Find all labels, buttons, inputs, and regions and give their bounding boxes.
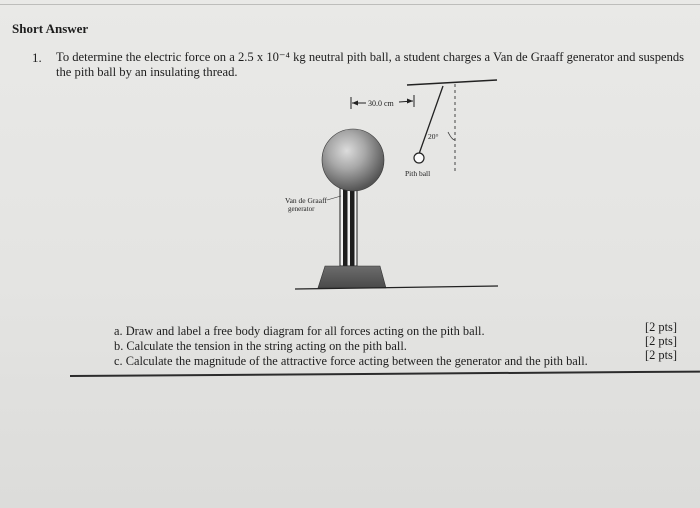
question-number: 1. <box>32 50 42 65</box>
angle-arc <box>448 132 455 140</box>
part-a-points: [2 pts] <box>645 320 678 334</box>
distance-arrow-left <box>352 101 358 106</box>
generator-sphere <box>322 129 384 191</box>
support-beam <box>407 80 497 85</box>
part-a-label: a. <box>114 324 123 338</box>
pith-ball <box>414 153 424 163</box>
part-c <box>114 354 588 369</box>
generator-column-belt-left <box>343 186 348 266</box>
part-b-points: [2 pts] <box>645 334 678 348</box>
part-c-label: c. <box>114 354 123 368</box>
generator-base <box>318 266 386 288</box>
generator-label-leader <box>327 196 341 200</box>
angle-label: 20° <box>428 132 439 141</box>
part-a <box>114 324 588 339</box>
generator-label-line-2: generator <box>288 205 315 213</box>
part-a-text: Draw and label a free body diagram for all forces acting on the pith ball. <box>125 324 485 338</box>
question-line-1: To determine the electric force on a 2.5 x 10⁻⁴ kg neutral pith ball, a student charges a Van de Graaff generator and suspends <box>56 50 685 64</box>
points-column <box>645 320 677 362</box>
generator-label-line-1: Van de Graaff <box>285 196 327 205</box>
question-parts <box>114 324 588 369</box>
distance-label: 30.0 cm <box>368 99 394 108</box>
generator-column-belt-right <box>350 186 355 266</box>
part-c-text: Calculate the magnitude of the attractive force acting between the generator and the pith ball. <box>125 354 588 368</box>
question-line-2: the pith ball by an insulating thread. <box>56 65 238 79</box>
pith-ball-label: Pith ball <box>405 169 431 178</box>
part-b <box>114 339 588 354</box>
insulating-thread <box>419 86 443 154</box>
part-c-points: [2 pts] <box>645 348 678 362</box>
part-b-text: Calculate the tension in the string acting on the pith ball. <box>126 339 407 353</box>
section-heading: Short Answer <box>12 21 89 36</box>
distance-arrow-right <box>407 99 413 104</box>
part-b-label: b. <box>114 339 124 353</box>
